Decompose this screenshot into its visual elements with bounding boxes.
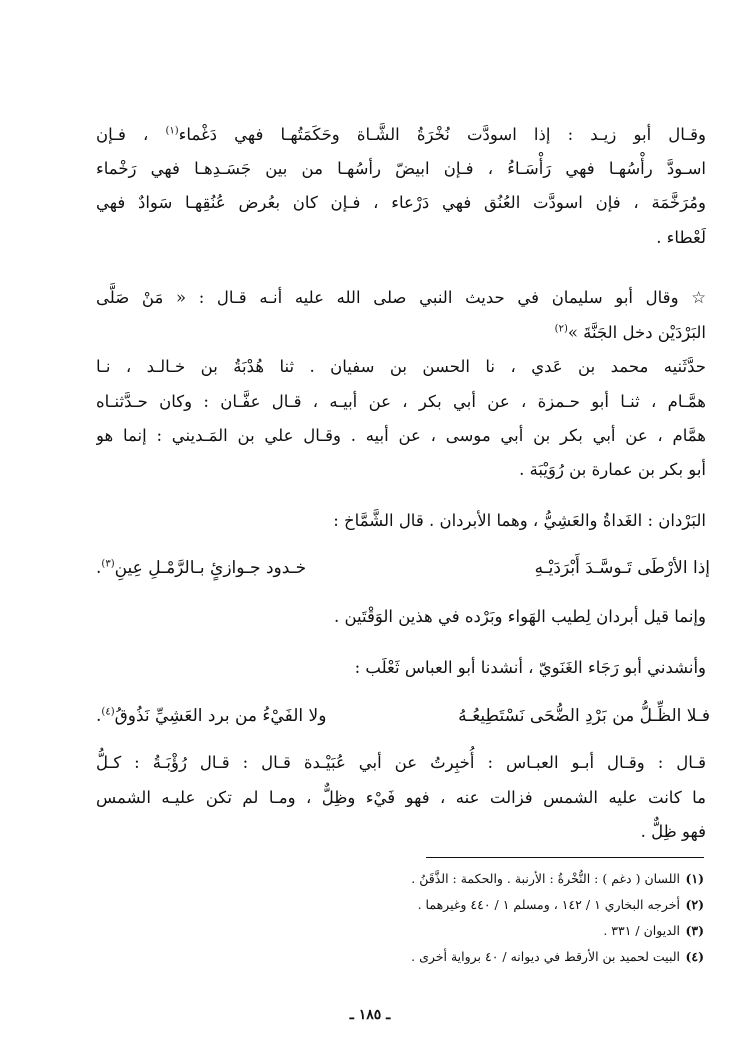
verse-second-hemistich: خـدود جـوازئٍ بـالرَّمْـلِ عِينِ$^{(٣)}$.: [96, 558, 307, 578]
poetry-verse: [96, 698, 710, 734]
verse-first-hemistich: إذا الأرْطَى تَـوسَّـدَ أَبْرَدَيْـهِ: [534, 558, 710, 578]
footnote: (٢) أخرجه البخاري ١ / ١٤٢ ، ومسلم ١ / ٤٤٠ وغيرهما .: [230, 892, 704, 918]
body-line: ومُرَخَّمَة ، فإن اسودَّت العُنُق فهي دَرْعاء ، فـإن كان بعُرض عُنُقِهـا سَوادٌ فهي: [96, 193, 706, 212]
body-line: قـال : وقـال أبـو العبـاس : أُخبِرتُ عن أبي عُبَيْـدة قـال : قـال رُؤْبَـةُ : كـلُّ: [96, 753, 706, 772]
verse-first-hemistich: فـلا الظِّـلُّ من بَرْدِ الضُّحَى نَسْتَطِيعُـهُ: [458, 706, 710, 726]
footnote-number: (٤): [685, 949, 704, 964]
footnote-number: (٣): [685, 923, 704, 938]
body-line: همَّام ، عن أبي بكر بن أبي موسى ، عن أبيه . وقـال علي بن المَـديني : إنما هو: [96, 426, 706, 445]
footnote-marker: (١): [165, 125, 179, 137]
footnote-marker: (٤): [101, 706, 115, 718]
poetry-verse: [96, 550, 710, 586]
body-line: همَّـام ، ثنـا أبو حـمزة ، عن أبي بكر ، عن أبيـه ، قـال عفَّـان : وكان حـدَّثنـاه: [96, 392, 706, 411]
body-line: وإنما قيل أبردان لِطيب الهَواء وبَرْده في هذين الوَقْتَين .: [333, 607, 706, 626]
body-line: ما كانت عليه الشمس فزالت عنه ، فهو فَيْء وظِلٌّ ، ومـا لم تكن عليـه الشمس: [96, 788, 706, 807]
body-line: البَرْدان : الغَداةُ والعَشِيُّ ، وهما الأبردان . قال الشَّمَّاخ :: [333, 511, 706, 530]
footnote: (٤) البيت لحميد بن الأرقط في ديوانه / ٤٠ برواية أخرى .: [230, 944, 704, 970]
body-line: ☆ وقال أبو سليمان في حديث النبي صلى الله عليه أنـه قـال : « مَنْ صَلَّى: [96, 288, 706, 307]
body-line: البَرْدَيْن دخل الجَنَّةَ »$^{(٢)}$: [554, 323, 706, 342]
page-number: ـ ١٨٥ ـ: [349, 1007, 391, 1023]
body-line: اسـودَّ رأْسُهـا فهي رَأْسَـاءُ ، فـإن ابيضّ رأسُهـا من بين جَسَـدِهـا فهي رَخْماء: [96, 159, 706, 178]
body-line: وأنشدني أبو رَجَاء الغَنَويّ ، أنشدنا أبو العباس ثَعْلَب :: [354, 658, 706, 677]
body-line: أبو بكر بن عمارة بن رُوَيْبَة .: [519, 460, 706, 479]
body-line: وقـال أبو زيـد : إذا اسودَّت نُخْرَةُ الشَّـاة وحَكَمَتُهـا فهي دَغْماء$^{(١)}$ ، فـإن: [96, 125, 706, 144]
verse-second-hemistich: ولا الفَيْءُ من برد العَشِيِّ نَذُوقُ$^{(٤)}$.: [96, 706, 327, 726]
footnote: (٣) الديوان / ٣٣١ .: [230, 918, 704, 944]
body-line: فهو ظِلٌّ .: [640, 822, 706, 841]
footnote-separator: [426, 857, 704, 858]
footnote-marker: (٢): [554, 323, 568, 335]
footnote-number: (١): [685, 871, 704, 886]
body-line: حدَّثَنيه محمد بن عَدي ، نا الحسن بن سفيان . ثنا هُدْبَةُ بن خـالـد ، نـا: [96, 357, 706, 376]
footnote-marker: (٣): [101, 558, 115, 570]
footnote: (١) اللسان ( دغم ) : النُّخْرةُ : الأرنبة . والحكمة : الذَّقَنُ .: [230, 866, 704, 892]
body-line: لَعْطاء .: [656, 228, 706, 247]
footnote-number: (٢): [685, 897, 704, 912]
